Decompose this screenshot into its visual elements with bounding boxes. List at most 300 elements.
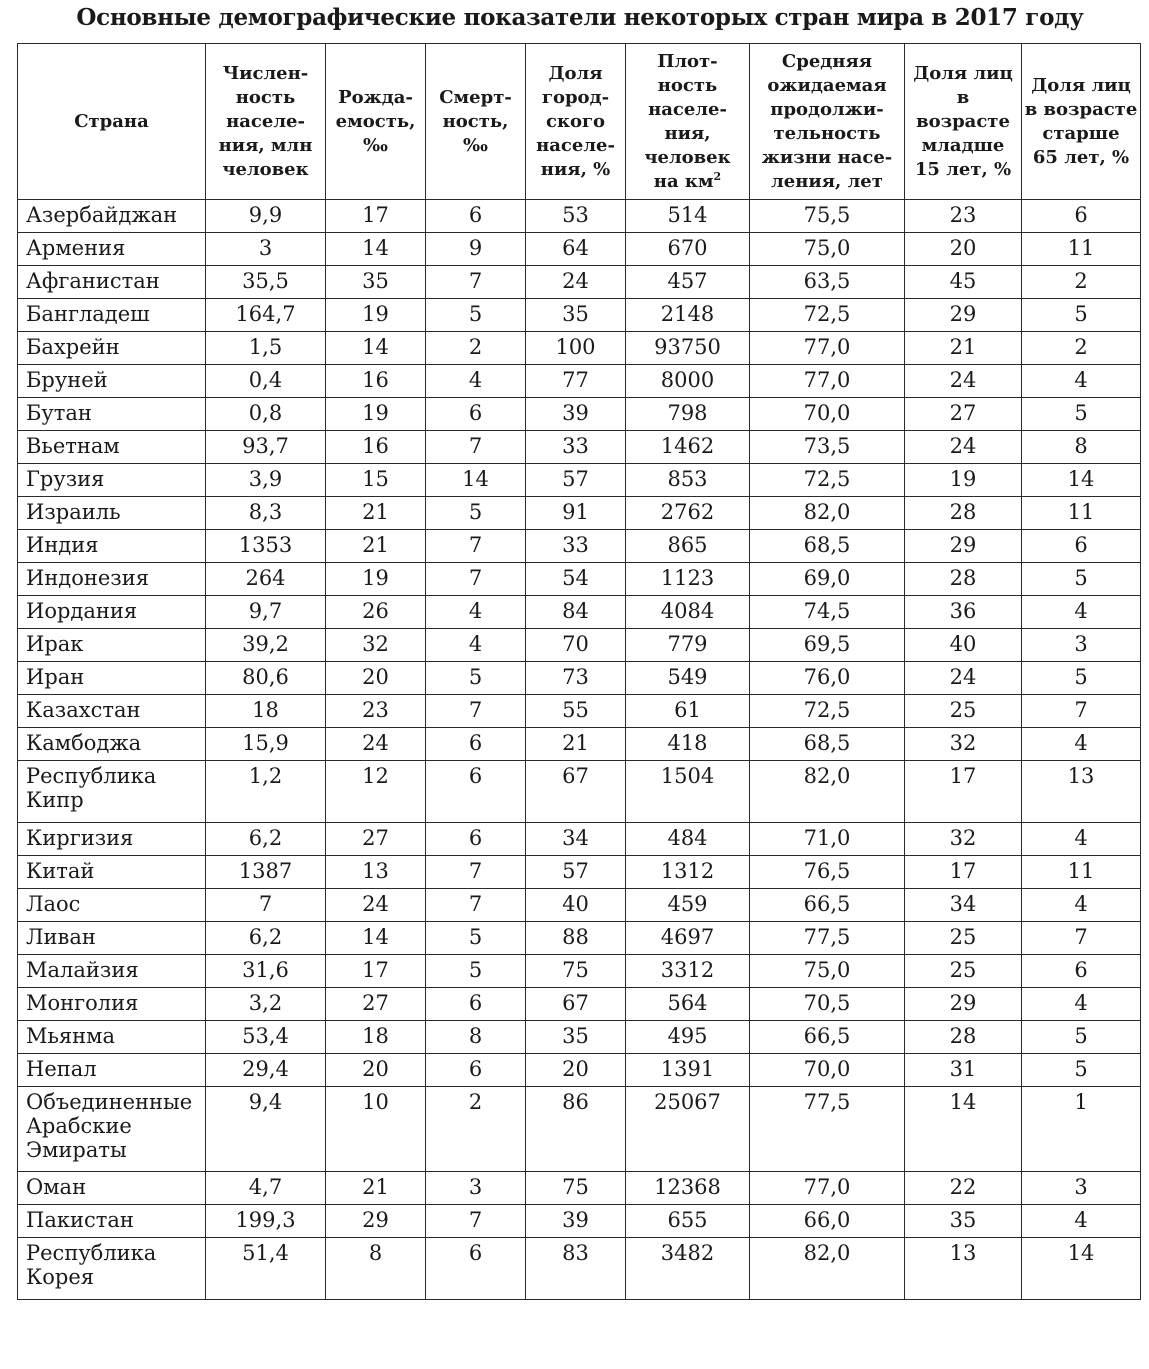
value-cell: 7 [426, 695, 526, 728]
table-row [18, 563, 1141, 596]
value-cell: 100 [526, 332, 626, 365]
value-cell: 5 [426, 922, 526, 955]
country-name-line: Индонезия [26, 566, 150, 590]
value-cell: 25 [905, 695, 1022, 728]
value-cell: 17 [326, 955, 426, 988]
country-cell [18, 629, 206, 662]
value-cell: 67 [526, 761, 626, 823]
table-row [18, 299, 1141, 332]
column-header-line: 65 лет, % [1032, 146, 1130, 168]
demographics-table [17, 43, 1141, 1300]
country-name-line: Республика [26, 764, 157, 788]
country-cell [18, 365, 206, 398]
value-cell: 75,5 [750, 200, 905, 233]
table-row [18, 856, 1141, 889]
column-header-line: населе- [226, 110, 305, 132]
value-cell: 11 [1022, 497, 1141, 530]
value-cell: 83 [526, 1238, 626, 1300]
column-header-line: ‰ [363, 134, 388, 156]
value-cell: 3312 [626, 955, 750, 988]
value-cell: 12368 [626, 1172, 750, 1205]
value-cell: 1462 [626, 431, 750, 464]
value-cell: 45 [905, 266, 1022, 299]
value-cell: 4697 [626, 922, 750, 955]
column-header-line: Доля лиц [1031, 74, 1131, 96]
country-name-line: Бахрейн [26, 335, 120, 359]
value-cell: 75,0 [750, 955, 905, 988]
value-cell: 484 [626, 823, 750, 856]
country-name-line: Объединенные [26, 1090, 193, 1114]
value-cell: 29 [905, 530, 1022, 563]
value-cell: 69,5 [750, 629, 905, 662]
table-row [18, 662, 1141, 695]
value-cell: 21 [326, 530, 426, 563]
value-cell: 67 [526, 988, 626, 1021]
column-header-line: ожидаемая [767, 74, 887, 96]
value-cell: 19 [326, 398, 426, 431]
value-cell: 31 [905, 1054, 1022, 1087]
country-name-line: Бангладеш [26, 302, 150, 326]
value-cell: 82,0 [750, 497, 905, 530]
value-cell: 20 [326, 1054, 426, 1087]
country-cell [18, 530, 206, 563]
table-row [18, 530, 1141, 563]
value-cell: 77,5 [750, 1087, 905, 1172]
table-row [18, 596, 1141, 629]
column-header-line: Плот- [657, 50, 718, 72]
value-cell: 72,5 [750, 464, 905, 497]
country-cell [18, 662, 206, 695]
table-row [18, 889, 1141, 922]
column-header-line: населе- [536, 134, 615, 156]
value-cell: 75,0 [750, 233, 905, 266]
value-cell: 4084 [626, 596, 750, 629]
column-header [326, 44, 426, 200]
value-cell: 35,5 [206, 266, 326, 299]
value-cell: 2 [426, 332, 526, 365]
value-cell: 7 [1022, 695, 1141, 728]
value-cell: 4 [1022, 823, 1141, 856]
value-cell: 53 [526, 200, 626, 233]
value-cell: 39 [526, 1205, 626, 1238]
value-cell: 7 [426, 563, 526, 596]
table-row [18, 233, 1141, 266]
column-header-line: старше [1042, 122, 1120, 144]
value-cell: 15,9 [206, 728, 326, 761]
value-cell: 28 [905, 563, 1022, 596]
value-cell: 6,2 [206, 823, 326, 856]
country-name-line: Пакистан [26, 1208, 134, 1232]
table-row [18, 629, 1141, 662]
country-cell [18, 955, 206, 988]
value-cell: 9 [426, 233, 526, 266]
value-cell: 68,5 [750, 728, 905, 761]
table-row [18, 200, 1141, 233]
column-header-line: ния, % [540, 158, 611, 180]
value-cell: 76,0 [750, 662, 905, 695]
value-cell: 66,5 [750, 889, 905, 922]
value-cell: 199,3 [206, 1205, 326, 1238]
value-cell: 1,2 [206, 761, 326, 823]
value-cell: 40 [905, 629, 1022, 662]
value-cell: 6 [426, 200, 526, 233]
value-cell: 8 [326, 1238, 426, 1300]
value-cell: 17 [326, 200, 426, 233]
value-cell: 15 [326, 464, 426, 497]
country-name-line: Киргизия [26, 826, 134, 850]
value-cell: 6 [426, 1054, 526, 1087]
value-cell: 14 [1022, 464, 1141, 497]
column-header [626, 44, 750, 200]
value-cell: 25 [905, 955, 1022, 988]
value-cell: 2148 [626, 299, 750, 332]
value-cell: 1,5 [206, 332, 326, 365]
country-name-line: Арабские [26, 1114, 132, 1138]
value-cell: 22 [905, 1172, 1022, 1205]
value-cell: 6 [426, 728, 526, 761]
value-cell: 3 [426, 1172, 526, 1205]
column-header-line: Страна [74, 110, 149, 132]
value-cell: 3 [206, 233, 326, 266]
value-cell: 495 [626, 1021, 750, 1054]
value-cell: 32 [905, 728, 1022, 761]
column-header-line: Числен- [222, 62, 309, 84]
value-cell: 6 [1022, 530, 1141, 563]
value-cell: 35 [526, 299, 626, 332]
value-cell: 7 [1022, 922, 1141, 955]
value-cell: 3482 [626, 1238, 750, 1300]
value-cell: 51,4 [206, 1238, 326, 1300]
value-cell: 77,0 [750, 332, 905, 365]
value-cell: 93,7 [206, 431, 326, 464]
value-cell: 69,0 [750, 563, 905, 596]
value-cell: 1387 [206, 856, 326, 889]
value-cell: 6 [426, 1238, 526, 1300]
value-cell: 5 [426, 497, 526, 530]
country-name-line: Азербайджан [26, 203, 178, 227]
value-cell: 549 [626, 662, 750, 695]
value-cell: 20 [905, 233, 1022, 266]
value-cell: 9,4 [206, 1087, 326, 1172]
value-cell: 5 [426, 299, 526, 332]
column-header [1022, 44, 1141, 200]
column-header-line: ность [235, 86, 296, 108]
value-cell: 88 [526, 922, 626, 955]
value-cell: 4 [1022, 596, 1141, 629]
column-header-line: ность [657, 74, 718, 96]
value-cell: 4 [1022, 728, 1141, 761]
value-cell: 31,6 [206, 955, 326, 988]
value-cell: 3 [1022, 1172, 1141, 1205]
column-header [750, 44, 905, 200]
value-cell: 16 [326, 431, 426, 464]
value-cell: 1 [1022, 1087, 1141, 1172]
country-name-line: Армения [26, 236, 126, 260]
country-cell [18, 266, 206, 299]
value-cell: 5 [1022, 1054, 1141, 1087]
country-cell [18, 922, 206, 955]
value-cell: 2762 [626, 497, 750, 530]
value-cell: 655 [626, 1205, 750, 1238]
value-cell: 54 [526, 563, 626, 596]
value-cell: 1391 [626, 1054, 750, 1087]
table-header-row [18, 44, 1141, 200]
superscript: 2 [713, 169, 722, 183]
value-cell: 70,0 [750, 1054, 905, 1087]
value-cell: 418 [626, 728, 750, 761]
country-cell [18, 988, 206, 1021]
value-cell: 5 [426, 662, 526, 695]
value-cell: 2 [426, 1087, 526, 1172]
value-cell: 39,2 [206, 629, 326, 662]
table-row [18, 922, 1141, 955]
column-header-line: в возрасте [916, 86, 1010, 132]
value-cell: 75 [526, 955, 626, 988]
value-cell: 28 [905, 497, 1022, 530]
country-cell [18, 728, 206, 761]
value-cell: 82,0 [750, 761, 905, 823]
country-name-line: Камбоджа [26, 731, 142, 755]
value-cell: 13 [905, 1238, 1022, 1300]
value-cell: 865 [626, 530, 750, 563]
value-cell: 8000 [626, 365, 750, 398]
table-row [18, 988, 1141, 1021]
column-header [18, 44, 206, 200]
value-cell: 76,5 [750, 856, 905, 889]
value-cell: 66,5 [750, 1021, 905, 1054]
country-cell [18, 761, 206, 823]
value-cell: 27 [905, 398, 1022, 431]
country-cell [18, 1205, 206, 1238]
value-cell: 1353 [206, 530, 326, 563]
value-cell: 5 [1022, 1021, 1141, 1054]
value-cell: 24 [526, 266, 626, 299]
country-name-line: Бруней [26, 368, 108, 392]
country-name-line: Ирак [26, 632, 84, 656]
page-title: Основные демографические показатели некоторых стран мира в 2017 году [76, 4, 1084, 31]
country-name-line: Малайзия [26, 958, 139, 982]
value-cell: 17 [905, 761, 1022, 823]
value-cell: 7 [426, 856, 526, 889]
value-cell: 40 [526, 889, 626, 922]
country-cell [18, 563, 206, 596]
value-cell: 4 [426, 596, 526, 629]
country-cell [18, 497, 206, 530]
value-cell: 1123 [626, 563, 750, 596]
value-cell: 71,0 [750, 823, 905, 856]
value-cell: 84 [526, 596, 626, 629]
value-cell: 70,0 [750, 398, 905, 431]
value-cell: 1312 [626, 856, 750, 889]
value-cell: 9,7 [206, 596, 326, 629]
country-name-line: Китай [26, 859, 95, 883]
country-name-line: Лаос [26, 892, 81, 916]
value-cell: 28 [905, 1021, 1022, 1054]
value-cell: 21 [326, 497, 426, 530]
country-name-line: Казахстан [26, 698, 141, 722]
column-header [426, 44, 526, 200]
value-cell: 8 [426, 1021, 526, 1054]
value-cell: 4 [1022, 1205, 1141, 1238]
value-cell: 6 [426, 398, 526, 431]
value-cell: 6 [426, 988, 526, 1021]
value-cell: 24 [905, 662, 1022, 695]
column-header-line: Доля лиц [913, 62, 1013, 84]
column-header-line: емость, [335, 110, 416, 132]
value-cell: 35 [526, 1021, 626, 1054]
value-cell: 29 [905, 988, 1022, 1021]
value-cell: 25067 [626, 1087, 750, 1172]
column-header-line: тельность [773, 122, 881, 144]
value-cell: 10 [326, 1087, 426, 1172]
value-cell: 39 [526, 398, 626, 431]
value-cell: 93750 [626, 332, 750, 365]
value-cell: 4 [426, 629, 526, 662]
value-cell: 18 [326, 1021, 426, 1054]
value-cell: 7 [426, 266, 526, 299]
country-name-line: Эмираты [26, 1138, 127, 1162]
table-row [18, 464, 1141, 497]
value-cell: 779 [626, 629, 750, 662]
country-cell [18, 695, 206, 728]
value-cell: 6,2 [206, 922, 326, 955]
value-cell: 36 [905, 596, 1022, 629]
value-cell: 91 [526, 497, 626, 530]
country-name-line: Иордания [26, 599, 138, 623]
table-row [18, 761, 1141, 823]
table-row [18, 728, 1141, 761]
value-cell: 72,5 [750, 299, 905, 332]
value-cell: 3,9 [206, 464, 326, 497]
column-header-line: населе- [648, 98, 727, 120]
country-cell [18, 200, 206, 233]
table-row [18, 695, 1141, 728]
value-cell: 64 [526, 233, 626, 266]
country-name-line: Израиль [26, 500, 121, 524]
country-name-line: Оман [26, 1175, 87, 1199]
table-row [18, 1087, 1141, 1172]
value-cell: 73 [526, 662, 626, 695]
country-cell [18, 464, 206, 497]
country-cell [18, 856, 206, 889]
country-cell [18, 398, 206, 431]
column-header-line: Рожда- [338, 86, 413, 108]
value-cell: 459 [626, 889, 750, 922]
value-cell: 21 [526, 728, 626, 761]
country-name-line: Иран [26, 665, 85, 689]
value-cell: 6 [1022, 955, 1141, 988]
value-cell: 35 [326, 266, 426, 299]
value-cell: 2 [1022, 266, 1141, 299]
column-header-line: продолжи- [770, 98, 884, 120]
value-cell: 33 [526, 431, 626, 464]
table-row [18, 823, 1141, 856]
column-header-line: ского [545, 110, 605, 132]
value-cell: 8 [1022, 431, 1141, 464]
value-cell: 0,4 [206, 365, 326, 398]
value-cell: 74,5 [750, 596, 905, 629]
value-cell: 6 [1022, 200, 1141, 233]
column-header-line: Средняя [781, 50, 873, 72]
value-cell: 19 [326, 299, 426, 332]
value-cell: 4 [1022, 365, 1141, 398]
country-cell [18, 233, 206, 266]
value-cell: 57 [526, 464, 626, 497]
country-name-line: Республика [26, 1241, 157, 1265]
value-cell: 670 [626, 233, 750, 266]
value-cell: 4,7 [206, 1172, 326, 1205]
country-name-line: Корея [26, 1265, 95, 1289]
country-cell [18, 1054, 206, 1087]
value-cell: 63,5 [750, 266, 905, 299]
table-row [18, 398, 1141, 431]
column-header [526, 44, 626, 200]
value-cell: 86 [526, 1087, 626, 1172]
value-cell: 5 [1022, 662, 1141, 695]
column-header-line: человек [644, 146, 731, 168]
column-header-line: ния, [664, 122, 711, 144]
value-cell: 3,2 [206, 988, 326, 1021]
value-cell: 77 [526, 365, 626, 398]
value-cell: 20 [326, 662, 426, 695]
value-cell: 14 [326, 233, 426, 266]
table-row [18, 266, 1141, 299]
value-cell: 57 [526, 856, 626, 889]
value-cell: 514 [626, 200, 750, 233]
value-cell: 457 [626, 266, 750, 299]
value-cell: 564 [626, 988, 750, 1021]
value-cell: 23 [326, 695, 426, 728]
value-cell: 34 [526, 823, 626, 856]
value-cell: 7 [426, 530, 526, 563]
value-cell: 77,0 [750, 365, 905, 398]
country-name-line: Непал [26, 1057, 97, 1081]
value-cell: 5 [426, 955, 526, 988]
column-header-line: в возрасте [1024, 98, 1138, 120]
country-name-line: Кипр [26, 788, 84, 812]
value-cell: 73,5 [750, 431, 905, 464]
value-cell: 18 [206, 695, 326, 728]
value-cell: 29 [905, 299, 1022, 332]
value-cell: 6 [426, 823, 526, 856]
value-cell: 5 [1022, 398, 1141, 431]
value-cell: 19 [905, 464, 1022, 497]
value-cell: 34 [905, 889, 1022, 922]
column-header-line: на км [653, 170, 714, 192]
value-cell: 53,4 [206, 1021, 326, 1054]
value-cell: 72,5 [750, 695, 905, 728]
table-row [18, 1238, 1141, 1300]
country-name-line: Ливан [26, 925, 96, 949]
value-cell: 13 [1022, 761, 1141, 823]
value-cell: 32 [905, 823, 1022, 856]
column-header-line: ‰ [463, 134, 488, 156]
value-cell: 4 [1022, 988, 1141, 1021]
value-cell: 27 [326, 823, 426, 856]
value-cell: 80,6 [206, 662, 326, 695]
value-cell: 5 [1022, 563, 1141, 596]
value-cell: 33 [526, 530, 626, 563]
country-cell [18, 889, 206, 922]
value-cell: 27 [326, 988, 426, 1021]
table-row [18, 332, 1141, 365]
column-header-line: ления, лет [771, 170, 883, 192]
country-cell [18, 596, 206, 629]
country-name-line: Бутан [26, 401, 92, 425]
value-cell: 4 [1022, 889, 1141, 922]
value-cell: 20 [526, 1054, 626, 1087]
value-cell: 24 [905, 431, 1022, 464]
